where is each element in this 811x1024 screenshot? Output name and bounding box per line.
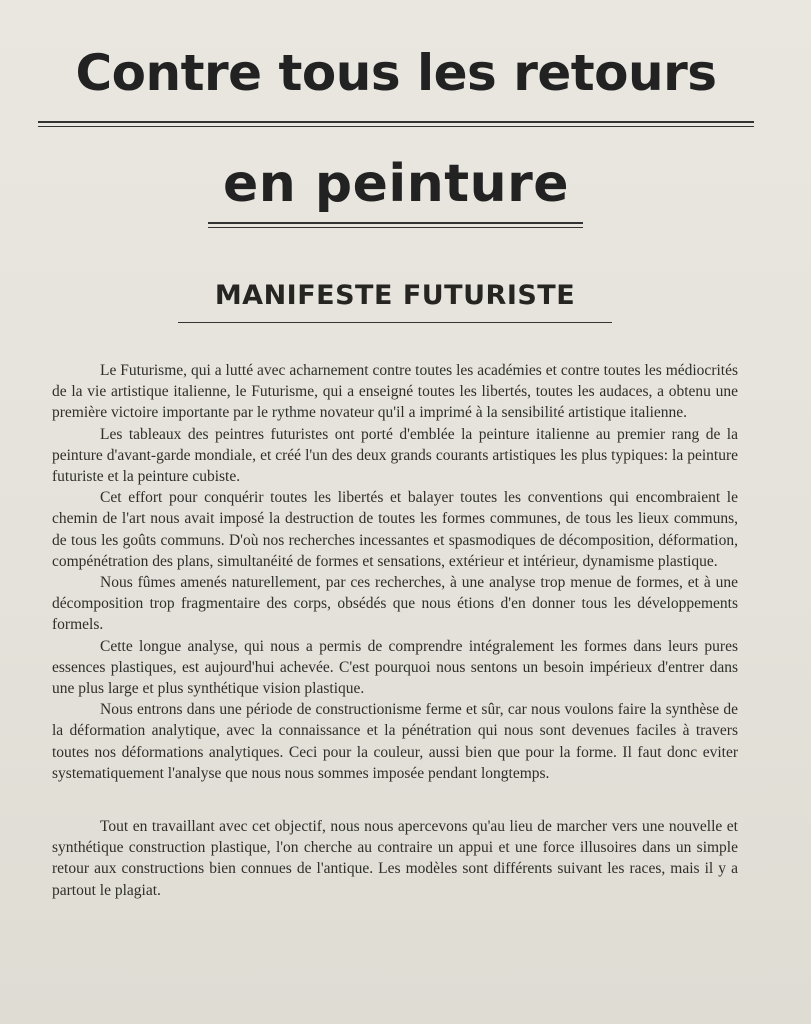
manifesto-body — [52, 360, 738, 901]
title-rule-bottom-thin — [208, 227, 583, 228]
paragraph: Cet effort pour conquérir toutes les libertés et balayer toutes les conventions qui encombraient le chemin de l'art nous avait imposé la destruction de toutes les formes communes, de tous les lieux communs, de tous les goûts communs. D'où nos recherches incessantes et spasmodiques de décomposition, déformation, compénétration des plans, simultanéité de formes et sensations, extérieur et intérieur, dynamisme plastique. — [52, 489, 738, 570]
subtitle: MANIFESTE FUTURISTE — [214, 280, 576, 311]
paragraph: Nous fûmes amenés naturellement, par ces recherches, à une analyse trop menue de formes, et à une décomposition trop fragmentaire des corps, obsédés que nous étions d'en donner tous les développements formels. — [52, 574, 738, 634]
paragraph: Le Futurisme, qui a lutté avec acharnement contre toutes les académies et contre toutes les médiocrités de la vie artistique italienne, le Futurisme, qui a enseigné toutes les libertés, toutes les audaces, a obtenu une première victoire importante par le rythme novateur qu'il a imprimé à la sensibilité artistique italienne. — [52, 362, 738, 422]
title-line-1: Contre tous les retours — [75, 44, 717, 102]
subtitle-rule — [178, 322, 612, 323]
paragraph: Cette longue analyse, qui nous a permis de comprendre intégralement les formes dans leurs pures essences plastiques, est aujourd'hui achevée. C'est pourquoi nous sentons un besoin impérieux d'entrer dans une plus large et plus synthétique vision plastique. — [52, 637, 738, 698]
title-rule-top-thin — [38, 126, 754, 127]
paragraph: Nous entrons dans une période de constructionisme ferme et sûr, car nous voulons faire la synthèse de la déformation analytique, avec la connaissance et la pénétration qui nous sont devenues faciles à travers toutes nos déformations analytiques. Ceci pour la couleur, aussi bien que pour la forme. Il faut donc eviter systematiquement l'analyse que nous nous sommes imposée pendant longtemps. — [52, 701, 738, 782]
paragraph: Tout en travaillant avec cet objectif, nous nous apercevons qu'au lieu de marcher vers une nouvelle et synthétique construction plastique, l'on cherche au contraire un appui et une force illusoires dans un simple retour aux constructions bien connues de l'antique. Les modèles sont différents suivant les races, mais il y a partout le plagiat. — [52, 818, 738, 899]
title-rule-top — [38, 121, 754, 123]
title-line-2: en peinture — [222, 154, 569, 214]
paragraph: Les tableaux des peintres futuristes ont porté d'emblée la peinture italienne au premier rang de la peinture d'avant-garde mondiale, et créé l'un des deux grands courants artistiques les plus typiques: la peinture futuriste et la peinture cubiste. — [52, 425, 738, 486]
title-rule-bottom — [208, 222, 583, 224]
